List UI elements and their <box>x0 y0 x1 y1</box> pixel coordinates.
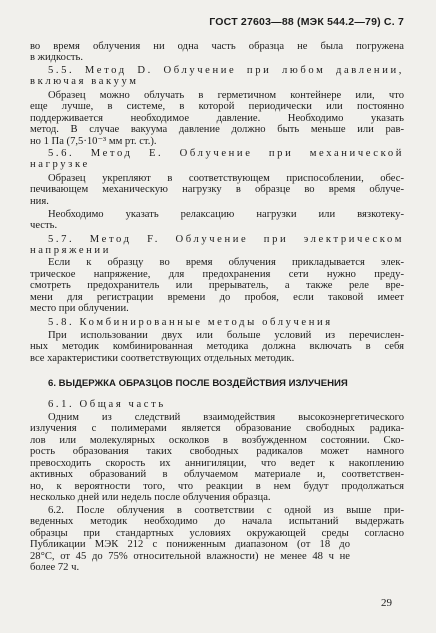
text-line: метод. В случае вакуума давление должно быть меньше или рав- <box>30 124 404 135</box>
text-line: все характеристики соответствующих отдельных методик. <box>30 353 295 364</box>
section-title-6: 6. ВЫДЕРЖКА ОБРАЗЦОВ ПОСЛЕ ВОЗДЕЙСТВИЯ ИЗЛУЧЕНИЯ <box>48 378 348 389</box>
section-heading-5-6: 5.6. Метод Е. Облучение при механической <box>48 148 404 159</box>
text-line: смотреть предохранитель или прерыватель, а также реле вре- <box>30 280 404 291</box>
text-line: более 72 ч. <box>30 562 80 573</box>
text-line: рость образования таких свободных радикалов может намного <box>30 446 404 457</box>
text-line: но 1 Па (7,5·10⁻³ мм рт. ст.). <box>30 136 157 147</box>
text-line: Если к образцу во время облучения прикладывается элек- <box>48 257 404 268</box>
text-line: Публикации МЭК 212 с пониженным диапазоном (от 18 до <box>30 539 350 550</box>
text-line: место при облучении. <box>30 303 129 314</box>
text-line: 28°С, от 45 до 75% относительной влажности) не менее 48 ч не <box>30 551 350 562</box>
section-heading-5-7-cont: напряжении <box>30 245 111 256</box>
section-heading-6-1: 6.1. Общая часть <box>48 399 166 410</box>
text-line: честь. <box>30 220 58 231</box>
text-line: 6.2. После облучения в соответствии с одной из выше при- <box>48 505 404 516</box>
text-line: При использовании двух или больше условий из перечислен- <box>48 330 404 341</box>
section-heading-5-5: 5.5. Метод D. Облучение при любом давлении, <box>48 65 404 76</box>
text-line: Образец укрепляют в соответствующем приспособлении, обес- <box>48 173 404 184</box>
text-line: печивающем механическую нагрузку в образце во время облуче- <box>30 184 404 195</box>
text-line: но, к вероятности того, что реакции в нем будут продолжаться <box>30 481 404 492</box>
text-line: активных образований в облучаемом материале и, соответствен- <box>30 469 404 480</box>
text-line: еще лучше, в системе, в которой периодически или постоянно <box>30 101 404 112</box>
section-heading-5-6-cont: нагрузке <box>30 159 90 170</box>
page-number: 29 <box>381 597 392 609</box>
text-line: лов или молекулярных осколков в возбужденном состоянии. Ско- <box>30 435 404 446</box>
text-line: мени для регистрации времени до пробоя, если таковой имеет <box>30 292 404 303</box>
text-line: во время облучения ни одна часть образца не была погружена <box>30 41 404 52</box>
section-heading-5-8: 5.8. Комбинированные методы облучения <box>48 317 333 328</box>
text-line: излучения с полимерами является образование свободных радика- <box>30 423 404 434</box>
text-line: Образец можно облучать в герметичном контейнере или, что <box>48 90 404 101</box>
text-line: Необходимо указать релаксацию нагрузки или вязкотеку- <box>48 209 404 220</box>
text-line: превосходить скорость их аннигиляции, что ведет к накоплению <box>30 458 404 469</box>
text-line: Одним из следствий взаимодействия высокоэнергетического <box>48 412 404 423</box>
text-line: поддерживается необходимое давление. Необходимо указать <box>30 113 404 124</box>
text-line: веденных методик необходимо до начала испытаний выдержать <box>30 516 404 527</box>
text-line: трическое напряжение, для предохранения сети нужно преду- <box>30 269 404 280</box>
section-heading-5-7: 5.7. Метод F. Облучение при электрическом <box>48 234 404 245</box>
page-header: ГОСТ 27603—88 (МЭК 544.2—79) С. 7 <box>209 16 404 28</box>
text-line: образцы при стандартных условиях окружающей среды согласно <box>30 528 404 539</box>
text-line: ных методик комбинированная методика должна включать в себя <box>30 341 404 352</box>
text-line: ния. <box>30 196 49 207</box>
text-line: несколько дней или недель после облучения образца. <box>30 492 271 503</box>
text-line: в жидкость. <box>30 52 84 63</box>
section-heading-5-5-cont: включая вакуум <box>30 76 139 87</box>
